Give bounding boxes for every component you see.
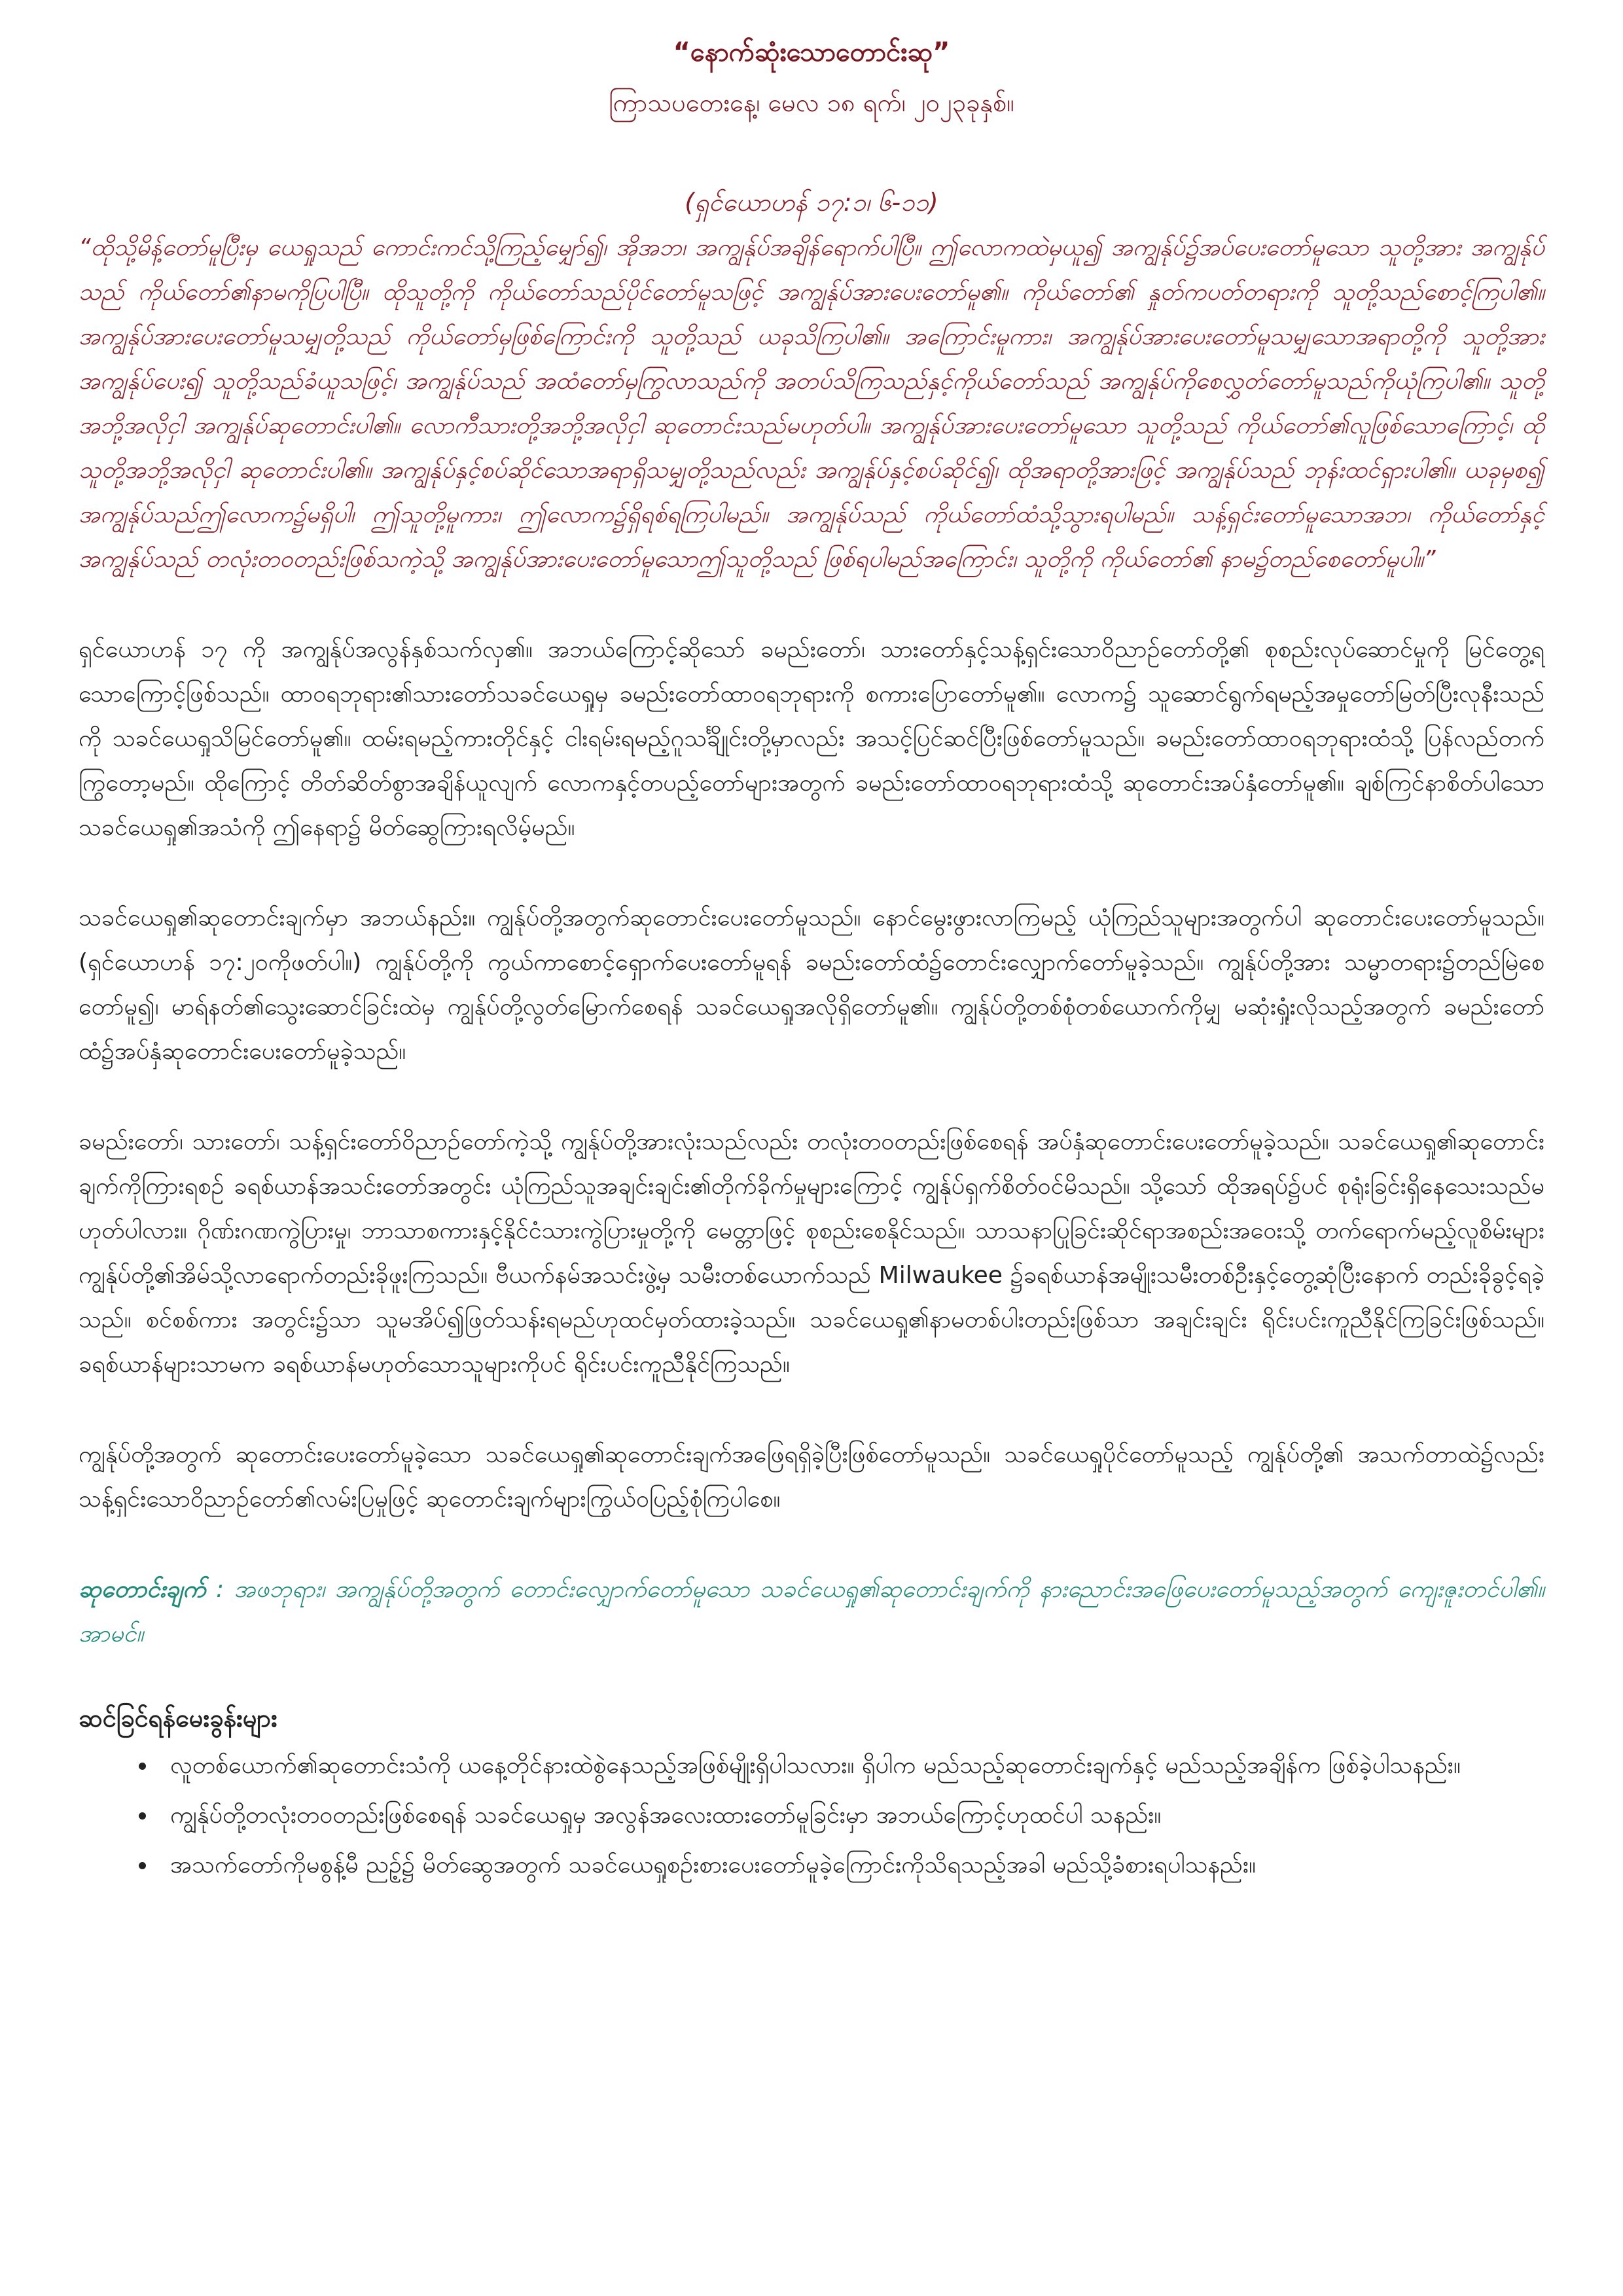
- body-paragraph-2: သခင်ယေရှု၏ဆုတောင်းချက်မှာ အဘယ်နည်း။ ကျွန်ုပ်တို့အတွက်ဆုတောင်းပေးတော်မူသည်။ နောင်မွေးဖွားလာကြမည့် ယုံကြည်သူများအတွက်ပါ ဆုတောင်းပေးတော်မူသည်။ (ရှင်ယောဟန် ၁၇:၂၀ကိုဖတ်ပါ။) ကျွန်ုပ်တို့ကို ကွယ်ကာစောင့်ရှောက်ပေးတော်မူရန် ခမည်းတော်ထံ၌တောင်းလျှောက်တော်မူခဲ့သည်။ ကျွန်ုပ်တို့အား သမ္မာတရား၌တည်မြဲစေတော်မူ၍၊ မာရ်နတ်၏သွေးဆောင်ခြင်းထဲမှ ကျွန်ုပ်တို့လွတ်မြောက်စေရန် သခင်ယေရှုအလိုရှိတော်မူ၏။ ကျွန်ုပ်တို့တစ်စုံတစ်ယောက်ကိုမျှ မဆုံးရှုံးလိုသည့်အတွက် ခမည်းတော်ထံ၌အပ်နှံဆုတောင်းပေးတော်မူခဲ့သည်။: [79, 905, 1544, 1065]
- body-paragraph-4: ကျွန်ုပ်တို့အတွက် ဆုတောင်းပေးတော်မူခဲ့သော သခင်ယေရှု၏ဆုတောင်းချက်အဖြေရရှိခဲ့ပြီးဖြစ်တော်မူသည်။ သခင်ယေရှုပိုင်တော်မူသည့် ကျွန်ုပ်တို့၏ အသက်တာထဲ၌လည်း သန့်ရှင်းသောဝိညာဉ်တော်၏လမ်းပြမှုဖြင့် ဆုတောင်းချက်များကြွယ်ဝပြည့်စုံကြပါစေ။: [79, 1441, 1544, 1513]
- page-title: “နောက်ဆုံးသောတောင်းဆု”: [673, 37, 950, 67]
- questions-heading: ဆင်ခြင်ရန်မေးခွန်းများ: [79, 1704, 277, 1732]
- questions-list: [79, 1744, 1544, 1887]
- body-paragraph-3: ခမည်းတော်၊ သားတော်၊ သန့်ရှင်းတော်ဝိညာဉ်တော်ကဲ့သို့ ကျွန်ုပ်တို့အားလုံးသည်လည်း တလုံးတဝတည်းဖြစ်စေရန် အပ်နှံဆုတောင်းပေးတော်မူခဲ့သည်။ သခင်ယေရှု၏ဆုတောင်းချက်ကိုကြားရစဉ် ခရစ်ယာန်အသင်းတော်အတွင်း ယုံကြည်သူအချင်းချင်း၏တိုက်ခိုက်မှုများကြောင့် ကျွန်ုပ်ရှက်စိတ်ဝင်မိသည်။ သို့သော် ထိုအရပ်၌ပင် စုရုံးခြင်းရှိနေသေးသည်မဟုတ်ပါလား။ ဂိုဏ်းဂဏကွဲပြားမှု၊ ဘာသာစကားနှင့်နိုင်ငံသားကွဲပြားမှုတို့ကို မေတ္တာဖြင့် စုစည်းစေနိုင်သည်။ သာသနာပြုခြင်းဆိုင်ရာအစည်းအဝေးသို့ တက်ရောက်မည့်လူစိမ်းများ ကျွန်ုပ်တို့၏အိမ်သို့လာရောက်တည်းခိုဖူးကြသည်။ ဗီယက်နမ်အသင်းဖွဲ့မှ သမီးတစ်ယောက်သည် Milwaukee ၌ခရစ်ယာန်အမျိုးသမီးတစ်ဦးနှင့်တွေ့ဆုံပြီးနောက် တည်းခိုခွင့်ရခဲ့သည်။ စင်စစ်ကား အတွင်း၌သာ သူမအိပ်၍ဖြတ်သန်းရမည်ဟုထင်မှတ်ထားခဲ့သည်။ သခင်ယေရှု၏နာမတစ်ပါးတည်းဖြစ်သာ အချင်းချင်း ရိုင်းပင်းကူညီနိုင်ကြခြင်းဖြစ်သည်။ ခရစ်ယာန်များသာမက ခရစ်ယာန်မဟုတ်သောသူများကိုပင် ရိုင်းပင်းကူညီနိုင်ကြသည်။: [79, 1128, 1544, 1378]
- body-paragraph-1: ရှင်ယောဟန် ၁၇ ကို အကျွန်ုပ်အလွန်နှစ်သက်လှ၏။ အဘယ်ကြောင့်ဆိုသော် ခမည်းတော်၊ သားတော်နှင့်သန့်ရှင်းသောဝိညာဉ်တော်တို့၏ စုစည်းလုပ်ဆောင်မှုကို မြင်တွေ့ရသောကြောင့်ဖြစ်သည်။ ထာဝရဘုရား၏သားတော်သခင်ယေရှုမှ ခမည်းတော်ထာဝရဘုရားကို စကားပြောတော်မူ၏။ လောက၌ သူဆောင်ရွက်ရမည့်အမှုတော်မြတ်ပြီးလုနီးသည်ကို သခင်ယေရှုသိမြင်တော်မူ၏။ ထမ်းရမည့်ကားတိုင်နှင့် ငါးရမ်းရမည့်ဂူသင်္ချိုင်းတို့မှာလည်း အသင့်ပြင်ဆင်ပြီးဖြစ်တော်မူသည်။ ခမည်းတော်ထာဝရဘုရားထံသို့ ပြန်လည်တက်ကြွတော့မည်။ ထိုကြောင့် တိတ်ဆိတ်စွာအချိန်ယူလျက် လောကနှင့်တပည့်တော်များအတွက် ခမည်းတော်ထာဝရဘုရားထံသို့ ဆုတောင်းအပ်နှံတော်မူ၏။ ချစ်ကြင်နာစိတ်ပါသောသခင်ယေရှု၏အသံကို ဤနေရာ၌ မိတ်ဆွေကြားရလိမ့်မည်။: [79, 636, 1544, 841]
- scripture-text: “ထိုသို့မိန့်တော်မူပြီးမှ ယေရှုသည် ကောင်းကင်သို့ကြည့်မျှော်၍၊ အိုအဘ၊ အကျွန်ုပ်အချိန်ရောက်ပါပြီ။ ဤလောကထဲမှယူ၍ အကျွန်ုပ်၌အပ်ပေးတော်မူသော သူတို့အား အကျွန်ုပ်သည် ကိုယ်တော်၏နာမကိုပြပါပြီ။ ထိုသူတို့ကို ကိုယ်တော်သည်ပိုင်တော်မူသဖြင့် အကျွန်ုပ်အားပေးတော်မူ၏။ ကိုယ်တော်၏ နှုတ်ကပတ်တရားကို သူတို့သည်စောင့်ကြပါ၏။ အကျွန်ုပ်အားပေးတော်မူသမျှတို့သည် ကိုယ်တော်မှဖြစ်ကြောင်းကို သူတို့သည် ယခုသိကြပါ၏။ အကြောင်းမူကား၊ အကျွန်ုပ်အားပေးတော်မူသမျှသောအရာတို့ကို သူတို့အားအကျွန်ုပ်ပေး၍ သူတို့သည်ခံယူသဖြင့်၊ အကျွန်ုပ်သည် အထံတော်မှကြွလာသည်ကို အတပ်သိကြသည်နှင့်ကိုယ်တော်သည် အကျွန်ုပ်ကိုစေလွှတ်တော်မူသည်ကိုယုံကြပါ၏။ သူတို့အဘို့အလိုငှါ အကျွန်ုပ်ဆုတောင်းပါ၏။ လောကီသားတို့အဘို့အလိုငှါ ဆုတောင်းသည်မဟုတ်ပါ။ အကျွန်ုပ်အားပေးတော်မူသော သူတို့သည် ကိုယ်တော်၏လူဖြစ်သောကြောင့်၊ ထိုသူတို့အဘို့အလိုငှါ ဆုတောင်းပါ၏။ အကျွန်ုပ်နှင့်စပ်ဆိုင်သောအရာရှိသမျှတို့သည်လည်း အကျွန်ုပ်နှင့်စပ်ဆိုင်၍၊ ထိုအရာတို့အားဖြင့် အကျွန်ုပ်သည် ဘုန်းထင်ရှားပါ၏။ ယခုမှစ၍ အကျွန်ုပ်သည်ဤလောက၌မရှိပါ၊ ဤသူတို့မူကား၊ ဤလောက၌ရှိရစ်ရကြပါမည်။ အကျွန်ုပ်သည် ကိုယ်တော်ထံသို့သွားရပါမည်။ သန့်ရှင်းတော်မူသောအဘ၊ ကိုယ်တော်နှင့်အကျွန်ုပ်သည် တလုံးတဝတည်းဖြစ်သကဲ့သို့ အကျွန်ုပ်အားပေးတော်မူသောဤသူတို့သည် ဖြစ်ရပါမည်အကြောင်း၊ သူတို့ကို ကိုယ်တော်၏ နာမ၌တည်စေတော်မူပါ။”: [79, 234, 1544, 573]
- prayer-label: ဆုတောင်းချက်: [79, 1576, 206, 1603]
- scripture-reference: (ရှင်ယောဟန် ၁၇:၁၊ ၆-၁၁): [685, 188, 938, 217]
- page-date: ကြာသပတေးနေ့၊ မေလ ၁၈ ရက်၊ ၂၀၂၃ခုနှစ်။: [609, 88, 1014, 117]
- question-item-1: • လူတစ်ယောက်၏ဆုတောင်းသံကို ယနေ့တိုင်နားထဲစွဲနေသည့်အဖြစ်မျိုးရှိပါသလား။ ရှိပါက မည်သည့်ဆုတောင်းချက်နှင့် မည်သည့်အချိန်က ဖြစ်ခဲ့ပါသနည်း။: [157, 1744, 1544, 1787]
- question-item-2: • ကျွန်ုပ်တို့တလုံးတဝတည်းဖြစ်စေရန် သခင်ယေရှုမှ အလွန်အလေးထားတော်မူခြင်းမှာ အဘယ်ကြောင့်ဟုထင်ပါ သနည်း။: [157, 1794, 1544, 1837]
- prayer-text: အဖဘုရား၊ အကျွန်ုပ်တို့အတွက် တောင်းလျှောက်တော်မူသော သခင်ယေရှု၏ဆုတောင်းချက်ကို နားညောင်းအဖြေပေးတော်မူသည့်အတွက် ကျေးဇူးတင်ပါ၏။ အာမင်။: [79, 1576, 1545, 1647]
- prayer-separator: :: [205, 1576, 234, 1603]
- prayer-block: [79, 1568, 1544, 1657]
- question-item-3: • အသက်တော်ကိုမစွန့်မီ ညဥ့်၌ မိတ်ဆွေအတွက် သခင်ယေရှုစဉ်းစားပေးတော်မူခဲ့ကြောင်းကိုသိရသည့်အခါ မည်သို့ခံစားရပါသနည်း။: [157, 1844, 1544, 1887]
